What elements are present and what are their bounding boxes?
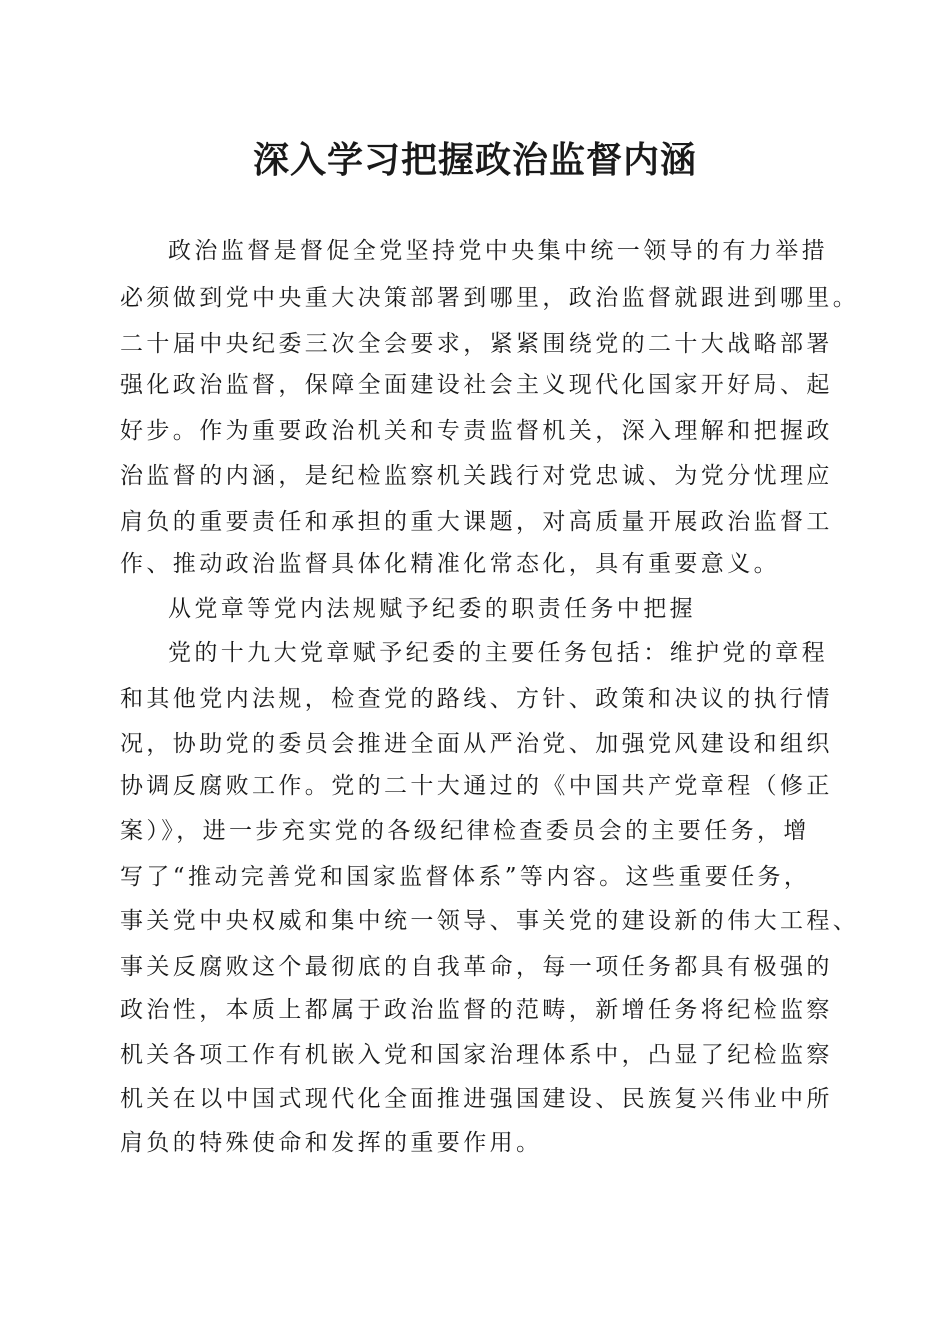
section-heading: 从党章等党内法规赋予纪委的职责任务中把握 <box>168 596 696 622</box>
paragraph-2-line-6: 写了“推动完善党和国家监督体系”等内容。这些重要任务， <box>120 864 811 890</box>
paragraph-1-line-5: 好步。作为重要政治机关和专责监督机关，深入理解和把握政 <box>120 418 833 444</box>
paragraph-2-line-3: 况，协助党的委员会推进全面从严治党、加强党风建设和组织 <box>120 731 833 757</box>
paragraph-2-line-2: 和其他党内法规，检查党的路线、方针、政策和决议的执行情 <box>120 686 833 712</box>
paragraph-1-line-8: 作、推动政治监督具体化精准化常态化，具有重要意义。 <box>120 551 780 577</box>
paragraph-1-line-1: 政治监督是督促全党坚持党中央集中统一领导的有力举措 <box>168 238 828 264</box>
paragraph-2-line-12: 肩负的特殊使命和发挥的重要作用。 <box>120 1130 543 1156</box>
paragraph-2-line-1: 党的十九大党章赋予纪委的主要任务包括：维护党的章程 <box>168 640 828 666</box>
paragraph-1-line-7: 肩负的重要责任和承担的重大课题，对高质量开展政治监督工 <box>120 509 833 535</box>
paragraph-2-line-10: 机关各项工作有机嵌入党和国家治理体系中，凸显了纪检监察 <box>120 1042 833 1068</box>
paragraph-2-line-4: 协调反腐败工作。党的二十大通过的《中国共产党章程（修正 <box>120 773 833 799</box>
paragraph-1-line-6: 治监督的内涵，是纪检监察机关践行对党忠诚、为党分忧理应 <box>120 463 833 489</box>
paragraph-2-line-7: 事关党中央权威和集中统一领导、事关党的建设新的伟大工程、 <box>120 908 860 934</box>
paragraph-1-line-4: 强化政治监督，保障全面建设社会主义现代化国家开好局、起 <box>120 372 833 398</box>
paragraph-1-line-2: 必须做到党中央重大决策部署到哪里，政治监督就跟进到哪里。 <box>120 285 860 311</box>
document-title: 深入学习把握政治监督内涵 <box>252 139 697 181</box>
paragraph-2-line-5: 案）》，进一步充实党的各级纪律检查委员会的主要任务，增 <box>120 818 810 844</box>
paragraph-2-line-9: 政治性，本质上都属于政治监督的范畴，新增任务将纪检监察 <box>120 997 833 1023</box>
paragraph-1-line-3: 二十届中央纪委三次全会要求，紧紧围绕党的二十大战略部署 <box>120 331 833 357</box>
paragraph-2-line-11: 机关在以中国式现代化全面推进强国建设、民族复兴伟业中所 <box>120 1086 833 1112</box>
paragraph-2-line-8: 事关反腐败这个最彻底的自我革命，每一项任务都具有极强的 <box>120 954 833 980</box>
